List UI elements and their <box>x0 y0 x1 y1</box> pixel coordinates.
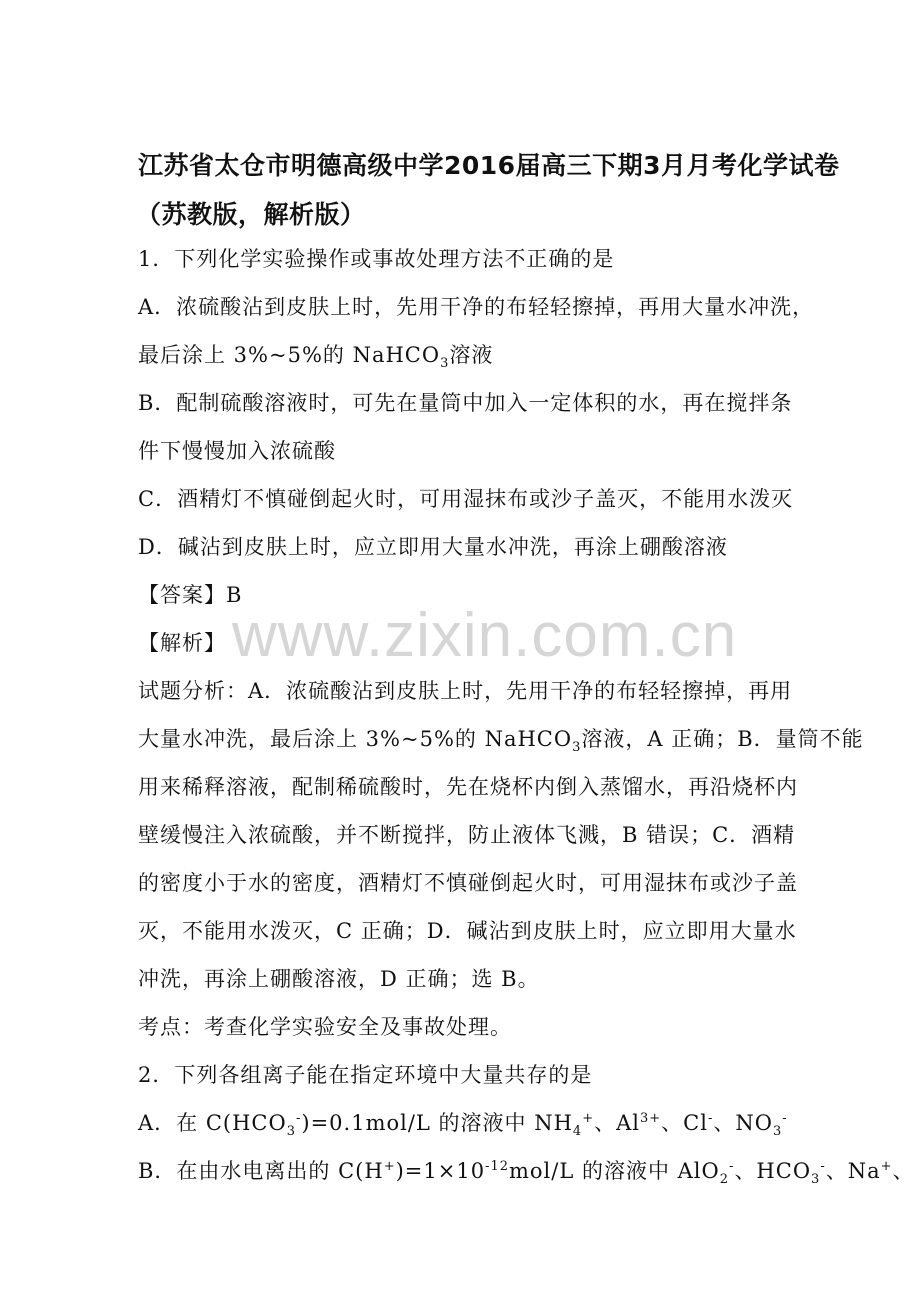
question-1-option-c: C．酒精灯不慎碰倒起火时，可用湿抹布或沙子盖灭，不能用水泼灭 <box>138 487 794 511</box>
watermark: www.zixin.com.cn <box>232 601 738 670</box>
question-1-explanation-line-2 <box>138 724 864 754</box>
superscript: + <box>582 1111 595 1126</box>
question-1-explanation-line-4: 壁缓慢注入浓硫酸，并不断搅拌，防止液体飞溅，B 错误；C．酒精 <box>138 823 796 847</box>
text-segment: 大量水冲洗，最后涂上 3%~5%的 NaHCO <box>138 727 573 751</box>
question-1-explanation-line-7: 冲洗，再涂上硼酸溶液，D 正确；选 B。 <box>138 967 540 991</box>
superscript: - <box>707 1111 714 1126</box>
text-segment: B．在由水电离出的 C(H <box>138 1159 384 1183</box>
superscript: - <box>295 1111 302 1126</box>
text-segment: )=0.1mol/L 的溶液中 NH <box>301 1111 573 1135</box>
question-2-option-a <box>138 1108 788 1138</box>
text-segment: 最后涂上 3%~5%的 NaHCO <box>138 343 441 367</box>
question-1-option-b-line-1: B．配制硫酸溶液时，可先在量筒中加入一定体积的水，再在搅拌条 <box>138 391 793 415</box>
question-1-key-point: 考点：考查化学实验安全及事故处理。 <box>138 1015 512 1039</box>
subscript: 3 <box>286 1124 296 1140</box>
text-segment: 、HCO <box>734 1159 812 1183</box>
question-1-explanation-line-6: 灭，不能用水泼灭，C 正确；D．碱沾到皮肤上时，应立即用大量水 <box>138 919 797 943</box>
superscript: - <box>729 1159 735 1174</box>
question-1-explanation-line-1: 试题分析：A．浓硫酸沾到皮肤上时，先用干净的布轻轻擦掉，再用 <box>138 679 793 703</box>
question-1-option-d: D．碱沾到皮肤上时，应立即用大量水冲洗，再涂上硼酸溶液 <box>138 535 728 559</box>
question-1-analysis-label: 【解析】 <box>138 631 226 655</box>
question-1-option-b-line-2: 件下慢慢加入浓硫酸 <box>138 439 336 463</box>
subscript: 2 <box>719 1172 730 1188</box>
superscript: + <box>880 1159 893 1174</box>
subscript: 3 <box>772 1124 783 1140</box>
superscript: 3+ <box>640 1111 662 1126</box>
superscript: -12 <box>485 1159 509 1174</box>
document-title-line-1: 江苏省太仓市明德高级中学2016届高三下期3月月考化学试卷 <box>138 151 840 180</box>
text-segment: mol/L 的溶液中 AlO <box>509 1159 720 1183</box>
question-2-stem: 2．下列各组离子能在指定环境中大量共存的是 <box>138 1063 593 1087</box>
superscript: - <box>820 1159 826 1174</box>
subscript: 3 <box>440 356 450 372</box>
document-title-line-2: （苏教版，解析版） <box>136 200 366 229</box>
text-segment: 、Al <box>594 1111 640 1135</box>
text-segment: 、Na <box>825 1159 881 1183</box>
subscript: 3 <box>572 740 582 756</box>
question-1-answer: 【答案】B <box>138 583 243 607</box>
question-2-option-b <box>138 1156 915 1186</box>
question-1-option-a-line-2 <box>138 340 493 370</box>
text-segment: 、 <box>892 1159 915 1183</box>
text-segment: 溶液，A 正确；B．量筒不能 <box>581 727 864 751</box>
text-segment: 溶液 <box>449 343 494 367</box>
question-1-option-a-line-1: A．浓硫酸沾到皮肤上时，先用干净的布轻轻擦掉，再用大量水冲洗， <box>138 295 815 319</box>
subscript: 3 <box>811 1172 821 1188</box>
superscript: + <box>383 1159 396 1174</box>
question-1-explanation-line-5: 的密度小于水的密度，酒精灯不慎碰倒起火时，可用湿抹布或沙子盖 <box>138 871 798 895</box>
question-1-explanation-line-3: 用来稀释溶液，配制稀硫酸时，先在烧杯内倒入蒸馏水，再沿烧杯内 <box>138 775 798 799</box>
text-segment: 、Cl <box>661 1111 708 1135</box>
text-segment: 、NO <box>713 1111 773 1135</box>
subscript: 4 <box>572 1124 583 1140</box>
text-segment: )=1×10 <box>395 1159 486 1183</box>
text-segment: A．在 C(HCO <box>138 1111 287 1135</box>
superscript: - <box>782 1111 788 1126</box>
question-1-stem: 1．下列化学实验操作或事故处理方法不正确的是 <box>138 247 615 271</box>
